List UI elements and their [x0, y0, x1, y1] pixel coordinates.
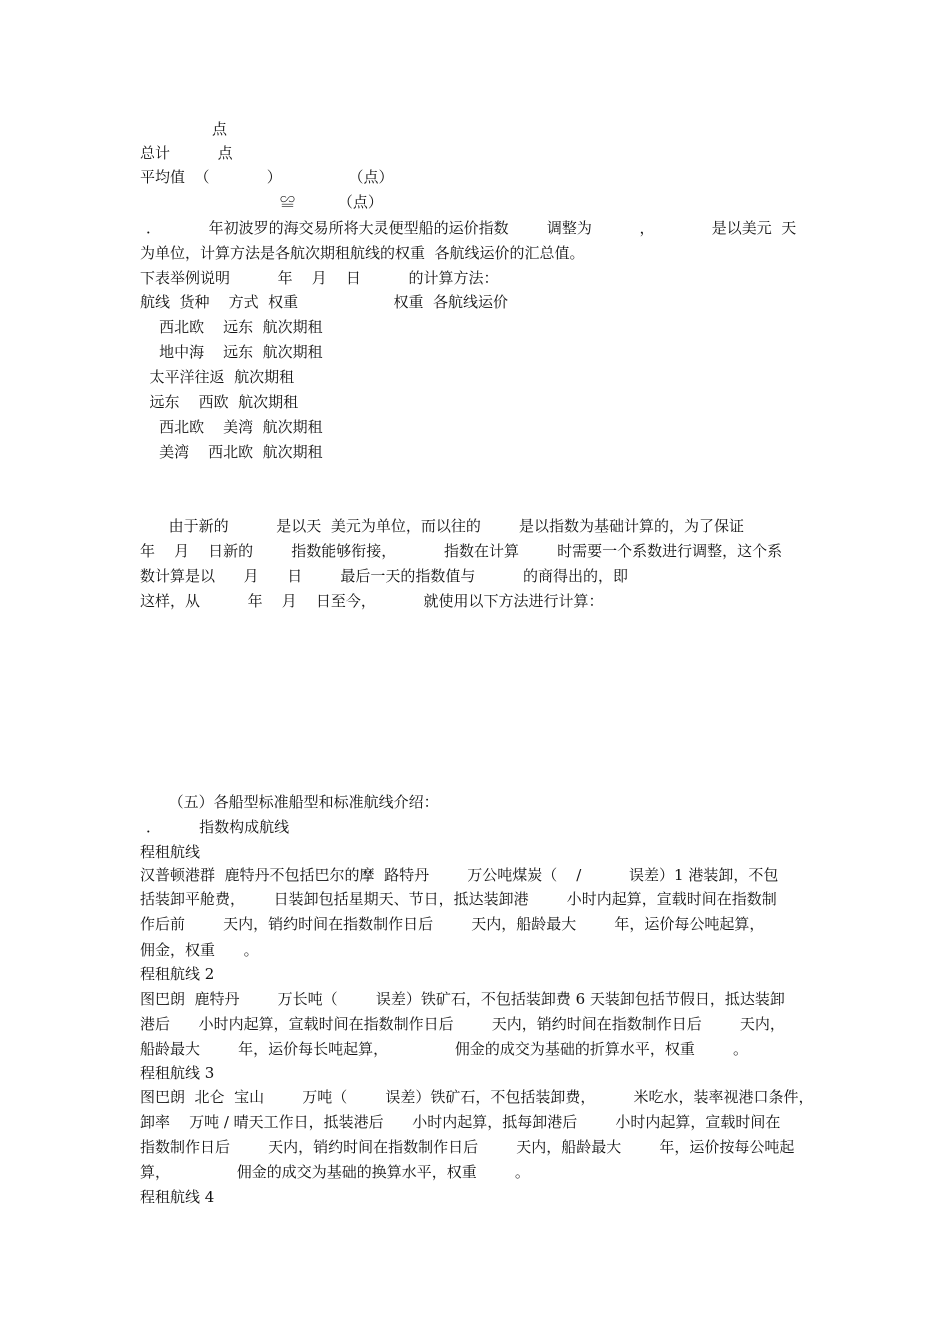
- s4-para1-line1: ． 年初波罗的海交易所将大灵便型船的运价指数 调整为 ， 是以美元 天: [146, 219, 797, 237]
- table-row: 西北欧 美湾 航次期租: [140, 418, 323, 436]
- table-row: 太平洋往返 航次期租: [140, 368, 295, 386]
- header-line-total: 总计 点: [140, 144, 233, 162]
- section5-subtitle: ． 指数构成航线: [146, 818, 290, 836]
- s4-para3-line2: 年 月 日新的 指数能够衔接， 指数在计算 时需要一个系数进行调整，这个系: [140, 542, 783, 560]
- table-row: 西北欧 远东 航次期租: [140, 318, 323, 336]
- route3-line1: 图巴朗 北仑 宝山 万吨（ 误差）铁矿石，不包括装卸费， 米吃水，装率视港口条件，: [140, 1088, 814, 1106]
- table-header: 航线 货种 方式 权重 权重 各航线运价: [140, 293, 509, 311]
- s4-para3-line3: 数计算是以 月 日 最后一天的指数值与 的商得出的，即: [140, 567, 629, 585]
- route1-title: 程租航线: [140, 843, 201, 861]
- route1-line2: 括装卸平舱费， 日装卸包括星期天、节日，抵达装卸港 小时内起算，宣载时间在指数制: [140, 890, 777, 908]
- s4-para3-line1: 由于新的 是以天 美元为单位，而以往的 是以指数为基础计算的，为了保证: [140, 517, 744, 535]
- s4-para3-line4: 这样，从 年 月 日至今， 就使用以下方法进行计算：: [140, 592, 604, 610]
- section5-title: （五）各船型标准船型和标准航线介绍：: [140, 793, 439, 811]
- route2-line1: 图巴朗 鹿特丹 万长吨（ 误差）铁矿石，不包括装卸费 6 天装卸包括节假日，抵达装卸: [140, 990, 785, 1008]
- header-line-approx: ≌ （点）: [280, 193, 383, 211]
- header-line-points: 点: [212, 120, 228, 138]
- route1-line4: 佣金，权重 。: [140, 941, 259, 959]
- route1-line3: 作后前 天内，销约时间在指数制作日后 天内，船龄最大 年，运价每公吨起算，: [140, 915, 765, 933]
- header-line-average: 平均值 （ ） （点）: [140, 168, 394, 186]
- table-row: 远东 西欧 航次期租: [140, 393, 299, 411]
- route3-line2: 卸率 万吨 / 晴天工作日，抵装港后 小时内起算，抵每卸港后 小时内起算，宣载时间在: [140, 1113, 781, 1131]
- route3-title: 程租航线 3: [140, 1064, 215, 1082]
- table-row: 地中海 远东 航次期租: [140, 343, 323, 361]
- route1-line1: 汉普顿港群 鹿特丹不包括巴尔的摩 路特丹 万公吨煤炭（ / 误差）1 港装卸，不包: [140, 866, 779, 884]
- route2-line2: 港后 小时内起算，宣载时间在指数制作日后 天内，销约时间在指数制作日后 天内，: [140, 1015, 785, 1033]
- s4-para1-line2: 为单位，计算方法是各航次期租航线的权重 各航线运价的汇总值。: [140, 244, 585, 262]
- s4-para2: 下表举例说明 年 月 日 的计算方法：: [140, 269, 499, 287]
- route3-line4: 算， 佣金的成交为基础的换算水平，权重 。: [140, 1163, 530, 1181]
- route3-line3: 指数制作日后 天内，销约时间在指数制作日后 天内，船龄最大 年，运价按每公吨起: [140, 1138, 795, 1156]
- route2-line3: 船龄最大 年，运价每长吨起算， 佣金的成交为基础的折算水平，权重 。: [140, 1040, 749, 1058]
- route4-title: 程租航线 4: [140, 1188, 215, 1206]
- route2-title: 程租航线 2: [140, 965, 215, 983]
- table-row: 美湾 西北欧 航次期租: [140, 443, 323, 461]
